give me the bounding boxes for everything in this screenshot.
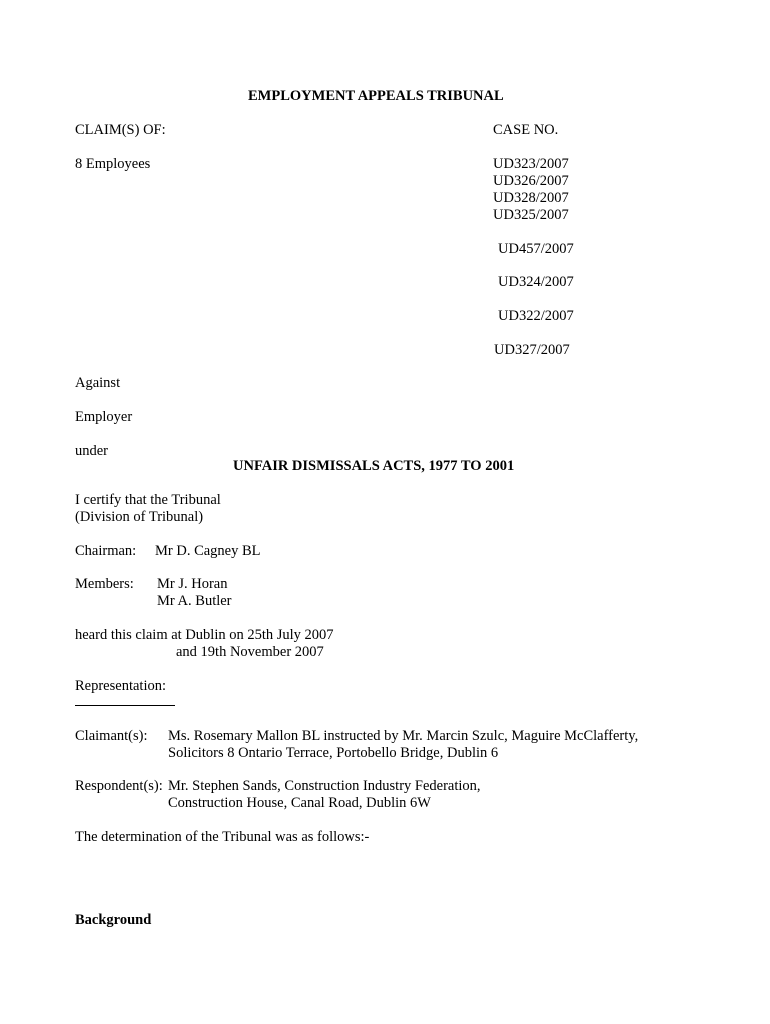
claimants-line-1: Ms. Rosemary Mallon BL instructed by Mr. Marcin Szulc, Maguire McClafferty, [168, 728, 639, 744]
case-number: UD322/2007 [498, 308, 574, 324]
certify-line-2: (Division of Tribunal) [75, 509, 204, 525]
certify-line-1: I certify that the Tribunal [75, 492, 221, 508]
case-number: UD328/2007 [493, 190, 569, 206]
case-number: UD327/2007 [494, 342, 570, 358]
members-label: Members: [75, 576, 134, 592]
respondents-line-2: Construction House, Canal Road, Dublin 6W [168, 795, 431, 811]
employer-text: Employer [75, 409, 133, 425]
claimants-label: Claimant(s): [75, 728, 148, 744]
claimants-line-2: Solicitors 8 Ontario Terrace, Portobello Bridge, Dublin 6 [168, 745, 499, 761]
case-no-label: CASE NO. [493, 122, 559, 138]
under-text: under [75, 443, 109, 459]
against-text: Against [75, 375, 121, 391]
chairman-name: Mr D. Cagney BL [155, 543, 261, 559]
respondents-line-1: Mr. Stephen Sands, Construction Industry Federation, [168, 778, 481, 794]
case-number: UD323/2007 [493, 156, 569, 172]
member-name: Mr A. Butler [157, 593, 232, 609]
determination-text: The determination of the Tribunal was as follows:- [75, 829, 370, 845]
case-number: UD457/2007 [498, 241, 574, 257]
case-number: UD326/2007 [493, 173, 569, 189]
representation-label: Representation: [75, 678, 167, 694]
heard-line-2: and 19th November 2007 [176, 644, 324, 660]
document-title: EMPLOYMENT APPEALS TRIBUNAL [248, 88, 504, 104]
representation-underline [75, 705, 175, 706]
acts-heading: UNFAIR DISMISSALS ACTS, 1977 TO 2001 [233, 458, 515, 474]
claims-label: CLAIM(S) OF: [75, 122, 166, 138]
case-number: UD324/2007 [498, 274, 574, 290]
heard-line-1: heard this claim at Dublin on 25th July 2007 [75, 627, 334, 643]
case-number: UD325/2007 [493, 207, 569, 223]
member-name: Mr J. Horan [157, 576, 228, 592]
background-heading: Background [75, 912, 152, 928]
claimant-group: 8 Employees [75, 156, 151, 172]
chairman-label: Chairman: [75, 543, 137, 559]
respondents-label: Respondent(s): [75, 778, 163, 794]
